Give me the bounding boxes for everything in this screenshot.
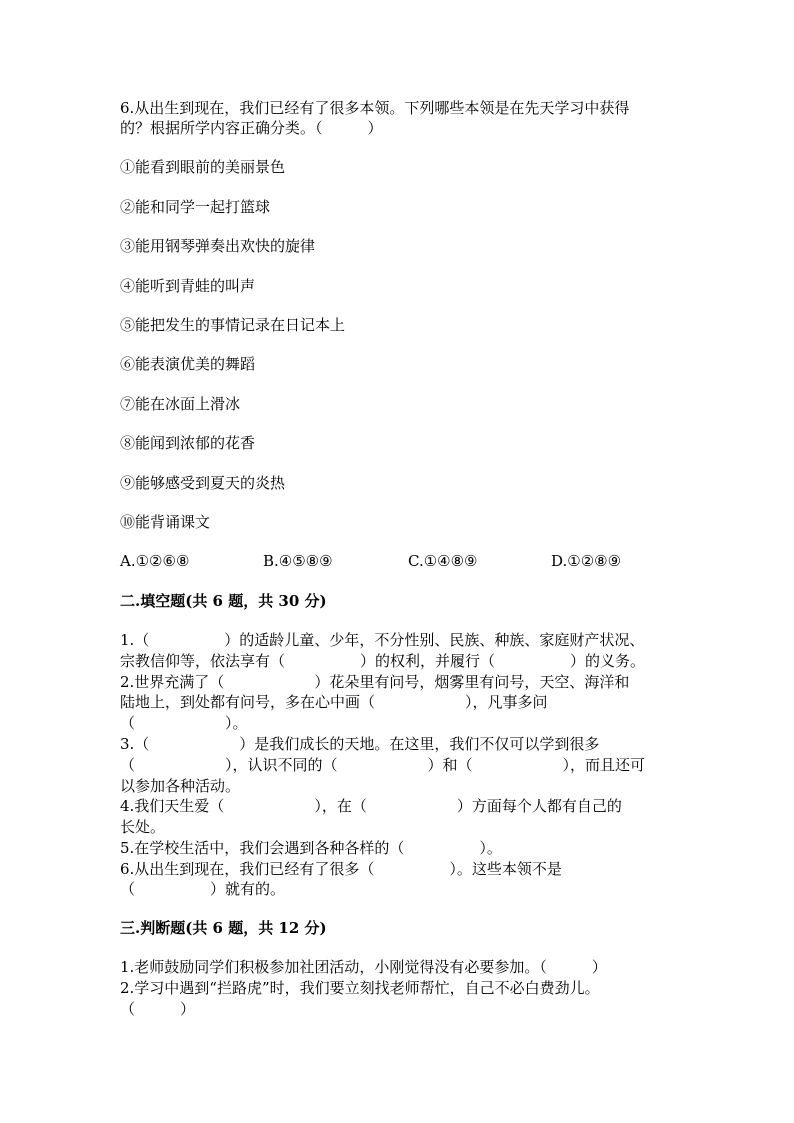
q6-item-8: ⑧能闻到浓郁的花香 xyxy=(120,434,256,452)
section2-line-12: 6.从出生到现在，我们已经有了很多（ ）。这些本领不是 xyxy=(120,860,562,878)
section2-line-8: 以参加各种活动。 xyxy=(120,777,241,795)
q6-item-2: ②能和同学一起打篮球 xyxy=(120,198,271,216)
q6-option-b: B.④⑤⑧⑨ xyxy=(263,552,333,570)
section2-title: 二.填空题(共 6 题，共 30 分) xyxy=(120,592,327,610)
section2-line-6: 3.（ ）是我们成长的天地。在这里，我们不仅可以学到很多 xyxy=(120,735,600,753)
q6-stem-line-2: 的？根据所学内容正确分类。（ ） xyxy=(120,119,383,137)
q6-item-9: ⑨能够感受到夏天的炎热 xyxy=(120,474,286,492)
section2-line-11: 5.在学校生活中，我们会遇到各种各样的（ ）。 xyxy=(120,839,502,857)
section2-line-7: （ ），认识不同的（ ）和（ ），而且还可 xyxy=(120,756,646,774)
q6-item-5: ⑤能把发生的事情记录在日记本上 xyxy=(120,316,346,334)
q6-item-3: ③能用钢琴弹奏出欢快的旋律 xyxy=(120,237,316,255)
section2-line-5: （ ）。 xyxy=(120,714,248,732)
section3-line-1: 1.老师鼓励同学们积极参加社团活动，小刚觉得没有必要参加。（ ） xyxy=(120,958,607,976)
q6-item-4: ④能听到青蛙的叫声 xyxy=(120,277,256,295)
q6-item-10: ⑩能背诵课文 xyxy=(120,513,211,531)
section3-title: 三.判断题(共 6 题，共 12 分) xyxy=(120,919,327,937)
section3-line-2: 2.学习中遇到“拦路虎”时，我们要立刻找老师帮忙，自己不必白费劲儿。 xyxy=(120,979,600,997)
q6-option-d: D.①②⑧⑨ xyxy=(551,552,622,570)
section3-line-3: （ ） xyxy=(120,1000,196,1018)
section2-line-2: 宗教信仰等，依法享有（ ）的权利，并履行（ ）的义务。 xyxy=(120,652,646,670)
q6-stem-line-1: 6.从出生到现在，我们已经有了很多本领。下列哪些本领是在先天学习中获得 xyxy=(120,99,630,117)
q6-item-7: ⑦能在冰面上滑冰 xyxy=(120,395,241,413)
q6-item-1: ①能看到眼前的美丽景色 xyxy=(120,158,286,176)
section2-line-1: 1.（ ）的适龄儿童、少年，不分性别、民族、种族、家庭财产状况、 xyxy=(120,631,645,649)
section2-line-4: 陆地上，到处都有问号，多在心中画（ ），凡事多问 xyxy=(120,693,548,711)
section2-line-9: 4.我们天生爱（ ），在（ ）方面每个人都有自己的 xyxy=(120,797,622,815)
q6-option-c: C.①④⑧⑨ xyxy=(408,552,478,570)
section2-line-13: （ ）就有的。 xyxy=(120,880,286,898)
q6-option-a: A.①②⑥⑧ xyxy=(120,552,190,570)
q6-options xyxy=(120,552,680,572)
q6-item-6: ⑥能表演优美的舞蹈 xyxy=(120,355,256,373)
section2-line-3: 2.世界充满了（ ）花朵里有问号，烟雾里有问号，天空、海洋和 xyxy=(120,673,630,691)
section2-line-10: 长处。 xyxy=(120,818,166,836)
